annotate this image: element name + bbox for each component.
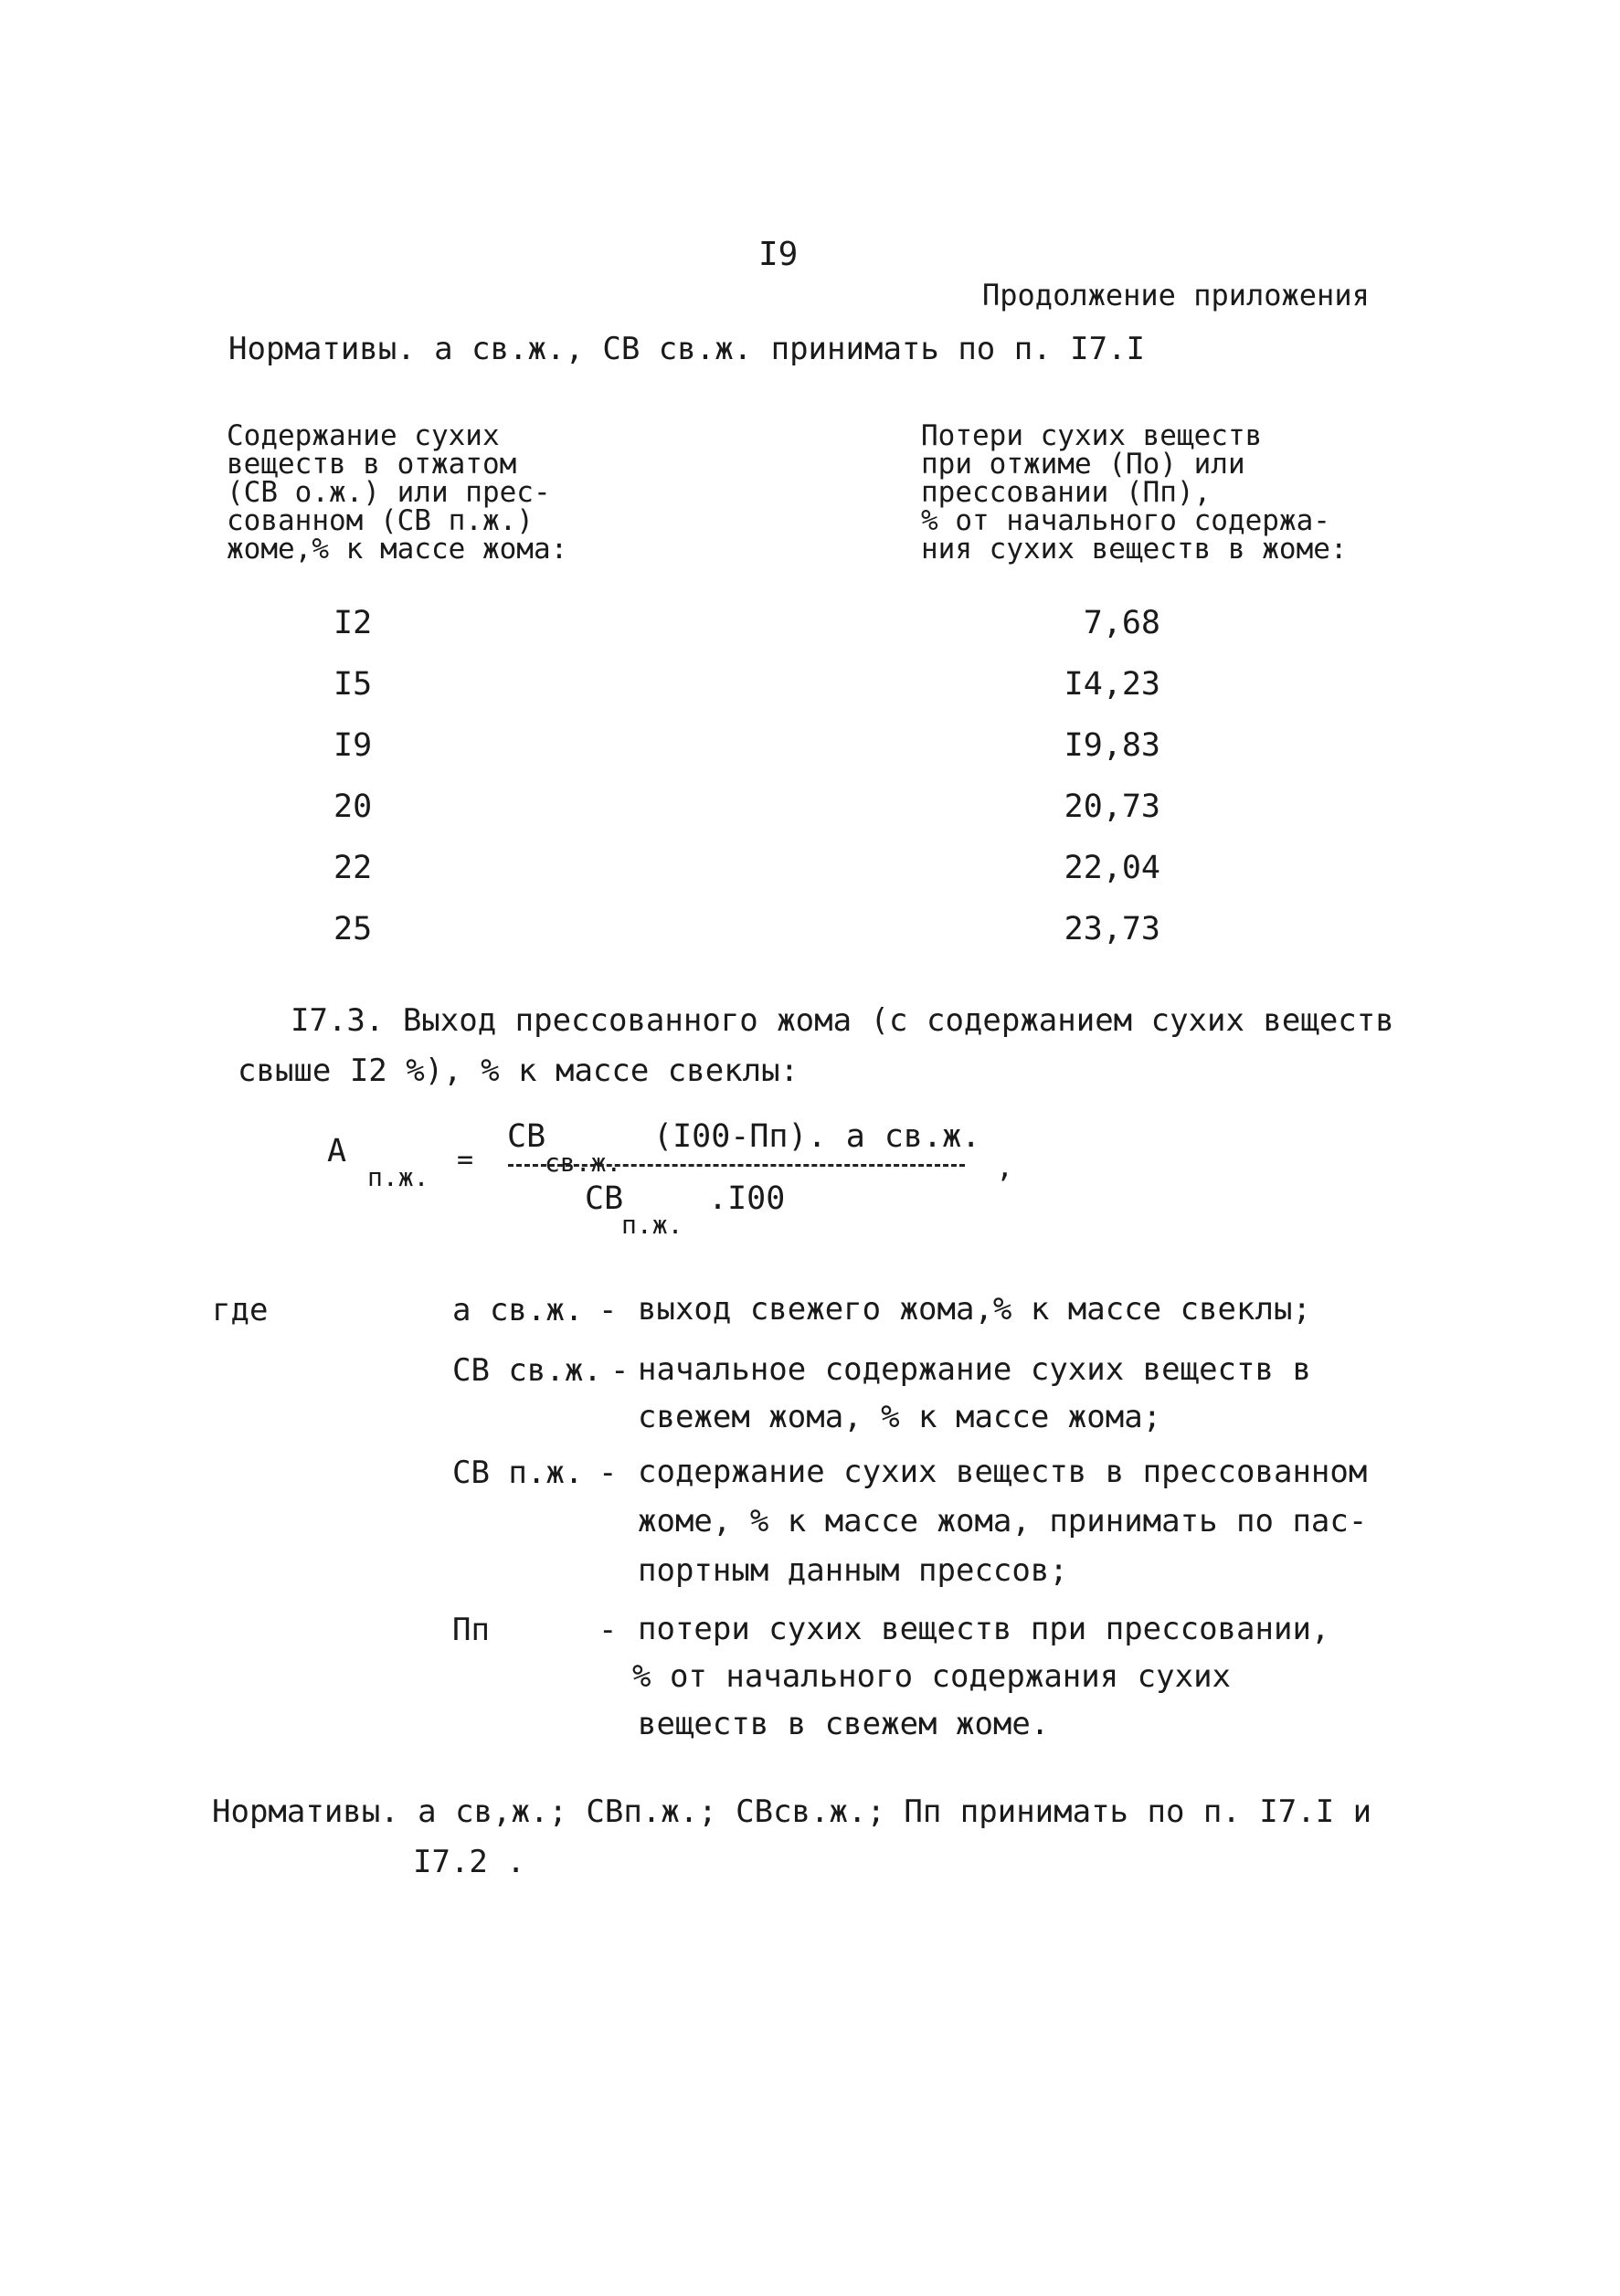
table-cell-content: I2 <box>334 605 373 641</box>
definition-term: Пп <box>452 1612 490 1648</box>
table-cell-loss: 7,68 <box>1083 605 1160 641</box>
definition-term: а св.ж. <box>452 1292 584 1328</box>
right-header-line: % от начального содержа- <box>921 504 1330 537</box>
section-173-line-2: свыше I2 %), % к массе свеклы: <box>238 1053 799 1089</box>
left-header-line: сованном (СВ п.ж.) <box>227 504 534 537</box>
formula-denominator-subscript: п.ж. <box>621 1210 683 1240</box>
norm-line-2: Нормативы. а св,ж.; СВп.ж.; СВсв.ж.; Пп принимать по п. I7.I и <box>212 1793 1372 1830</box>
table-cell-loss: 22,04 <box>1064 850 1160 886</box>
definition-text-line: начальное содержание сухих веществ в <box>638 1351 1311 1388</box>
norm-line-1: Нормативы. а св.ж., СВ св.ж. принимать по п. I7.I <box>228 331 1146 367</box>
formula-equals: = <box>457 1144 474 1176</box>
right-header-line: ния сухих веществ в жоме: <box>921 533 1348 566</box>
formula-lhs: А <box>327 1133 347 1169</box>
formula-comma: , <box>996 1149 1014 1184</box>
table-right-header <box>921 419 1348 566</box>
table-cell-content: 20 <box>334 788 373 825</box>
formula-numerator-rest: (I00-Пп). а св.ж. <box>653 1118 981 1155</box>
formula-numerator-subscript: св.ж. <box>545 1148 622 1178</box>
left-header-line: Содержание сухих <box>227 419 500 452</box>
table-cell-content: 22 <box>334 850 373 886</box>
definition-text-line: содержание сухих веществ в прессованном <box>638 1454 1368 1490</box>
definition-dash: - <box>598 1292 618 1328</box>
formula-lhs-subscript: п.ж. <box>367 1162 429 1192</box>
page-number: I9 <box>758 236 799 273</box>
table-cell-loss: I9,83 <box>1064 727 1160 764</box>
definition-term: СВ св.ж. <box>452 1352 602 1389</box>
definition-text-line: свежем жома, % к массе жома; <box>638 1399 1162 1435</box>
left-header-line: жоме,% к массе жома: <box>227 533 568 566</box>
definition-text-line: жоме, % к массе жома, принимать по пас- <box>638 1503 1368 1539</box>
formula-numerator-main: СВ <box>507 1118 546 1155</box>
table-cell-content: I5 <box>334 666 373 703</box>
table-cell-loss: 23,73 <box>1064 911 1160 947</box>
table-cell-content: I9 <box>334 727 373 764</box>
formula-denominator-rest: .I00 <box>708 1180 786 1217</box>
left-header-line: (СВ о.ж.) или прес- <box>227 476 551 509</box>
section-173-line-1: I7.3. Выход прессованного жома (с содержанием сухих веществ <box>291 1002 1394 1039</box>
definition-dash: - <box>598 1455 618 1491</box>
definition-term: СВ п.ж. <box>452 1455 584 1491</box>
fraction-bar <box>508 1164 965 1167</box>
definition-text-line: веществ в свежем жоме. <box>638 1706 1050 1742</box>
norm-line-2-continuation: I7.2 . <box>413 1844 525 1880</box>
table-cell-content: 25 <box>334 911 373 947</box>
where-label: где <box>212 1292 269 1328</box>
definition-text-line: портным данным прессов; <box>638 1552 1068 1589</box>
table-cell-loss: I4,23 <box>1064 666 1160 703</box>
right-header-line: прессовании (Пп), <box>921 476 1212 509</box>
definition-text-line: выход свежего жома,% к массе свеклы; <box>638 1291 1311 1328</box>
definition-text-line: потери сухих веществ при прессовании, <box>638 1611 1330 1647</box>
definition-text-line: % от начального содержания сухих <box>632 1658 1232 1695</box>
right-header-line: Потери сухих веществ <box>921 419 1263 452</box>
right-header-line: при отжиме (По) или <box>921 448 1245 481</box>
left-header-line: веществ в отжатом <box>227 448 517 481</box>
definition-dash: - <box>598 1612 618 1648</box>
continuation-header: Продолжение приложения <box>982 278 1370 312</box>
table-cell-loss: 20,73 <box>1064 788 1160 825</box>
definition-dash: - <box>610 1352 630 1389</box>
formula-denominator-main: СВ <box>585 1180 624 1217</box>
table-left-header <box>227 419 568 566</box>
